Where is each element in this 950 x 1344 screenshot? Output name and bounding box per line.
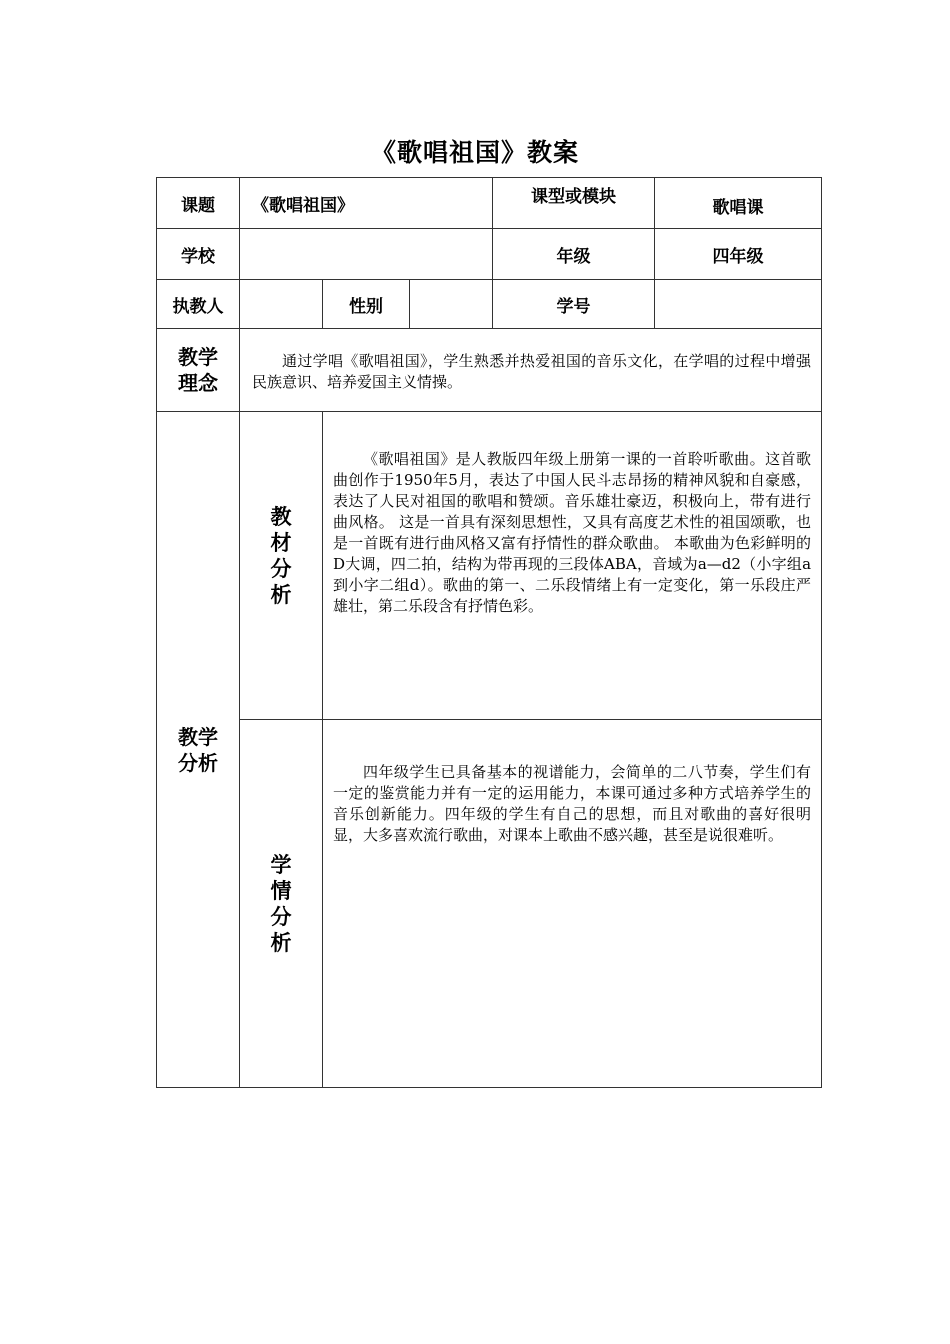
- student-analysis-label-text: 学情分析: [270, 852, 292, 955]
- analysis-label: [157, 412, 240, 1088]
- lesson-type-value: 歌唱课: [655, 178, 822, 229]
- lesson-plan-table: [156, 177, 822, 1088]
- material-analysis-label-text: 教材分析: [270, 504, 292, 607]
- table-row: [157, 412, 822, 720]
- student-analysis-text: [323, 720, 822, 1088]
- student-analysis-label: [240, 720, 323, 1088]
- analysis-label-text: 教学分析: [178, 724, 218, 775]
- table-row: [157, 720, 822, 1088]
- material-analysis-text: [323, 412, 822, 720]
- student-analysis-paragraph: 四年级学生已具备基本的视谱能力，会简单的二八节奏，学生们有一定的鉴赏能力并有一定的运用能力，本课可通过多种方式培养学生的音乐创新能力。四年级的学生有自己的思想，而且对歌曲的喜好很明显，大多喜欢流行歌曲，对课本上歌曲不感兴趣，甚至是说很难听。: [333, 763, 812, 844]
- topic-value: 《歌唱祖国》: [240, 178, 493, 229]
- teacher-label: 执教人: [157, 280, 240, 329]
- table-row: [157, 329, 822, 412]
- student-id-label: 学号: [493, 280, 655, 329]
- grade-value: 四年级: [655, 229, 822, 280]
- document-title: 《歌唱祖国》教案: [370, 138, 579, 167]
- gender-label: 性别: [323, 280, 410, 329]
- material-analysis-paragraph: 《歌唱祖国》是人教版四年级上册第一课的一首聆听歌曲。这首歌曲创作于1950年5月，表达了中国人民斗志昂扬的精神风貌和自豪感，表达了人民对祖国的歌唱和赞颂。音乐雄壮豪迈，积极向上，带有进行曲风格。 这是一首具有深刻思想性，又具有高度艺术性的祖国颂歌，也是一首既有进行曲风格又富有抒情性的群众歌曲。 本歌曲为色彩鲜明的D大调，四二拍，结构为带再现的三段体ABA，音域为a—d2（小字组a到小字二组d）。歌曲的第一、二乐段情绪上有一定变化，第一乐段庄严雄壮，第二乐段含有抒情色彩。: [333, 450, 812, 615]
- gender-value: [410, 280, 493, 329]
- table-row: [157, 178, 822, 229]
- teacher-value: [240, 280, 323, 329]
- grade-label: 年级: [493, 229, 655, 280]
- philosophy-paragraph: 通过学唱《歌唱祖国》，学生熟悉并热爱祖国的音乐文化，在学唱的过程中增强民族意识、培养爱国主义情操。: [252, 352, 812, 391]
- school-value: [240, 229, 493, 280]
- lesson-type-label: 课型或模块: [493, 178, 655, 229]
- philosophy-text: [240, 329, 822, 412]
- table-row: [157, 280, 822, 329]
- student-id-value: [655, 280, 822, 329]
- table-row: [157, 229, 822, 280]
- school-label: 学校: [157, 229, 240, 280]
- topic-label: 课题: [157, 178, 240, 229]
- material-analysis-label: [240, 412, 323, 720]
- philosophy-label: [157, 329, 240, 412]
- philosophy-label-text: 教学理念: [178, 345, 218, 395]
